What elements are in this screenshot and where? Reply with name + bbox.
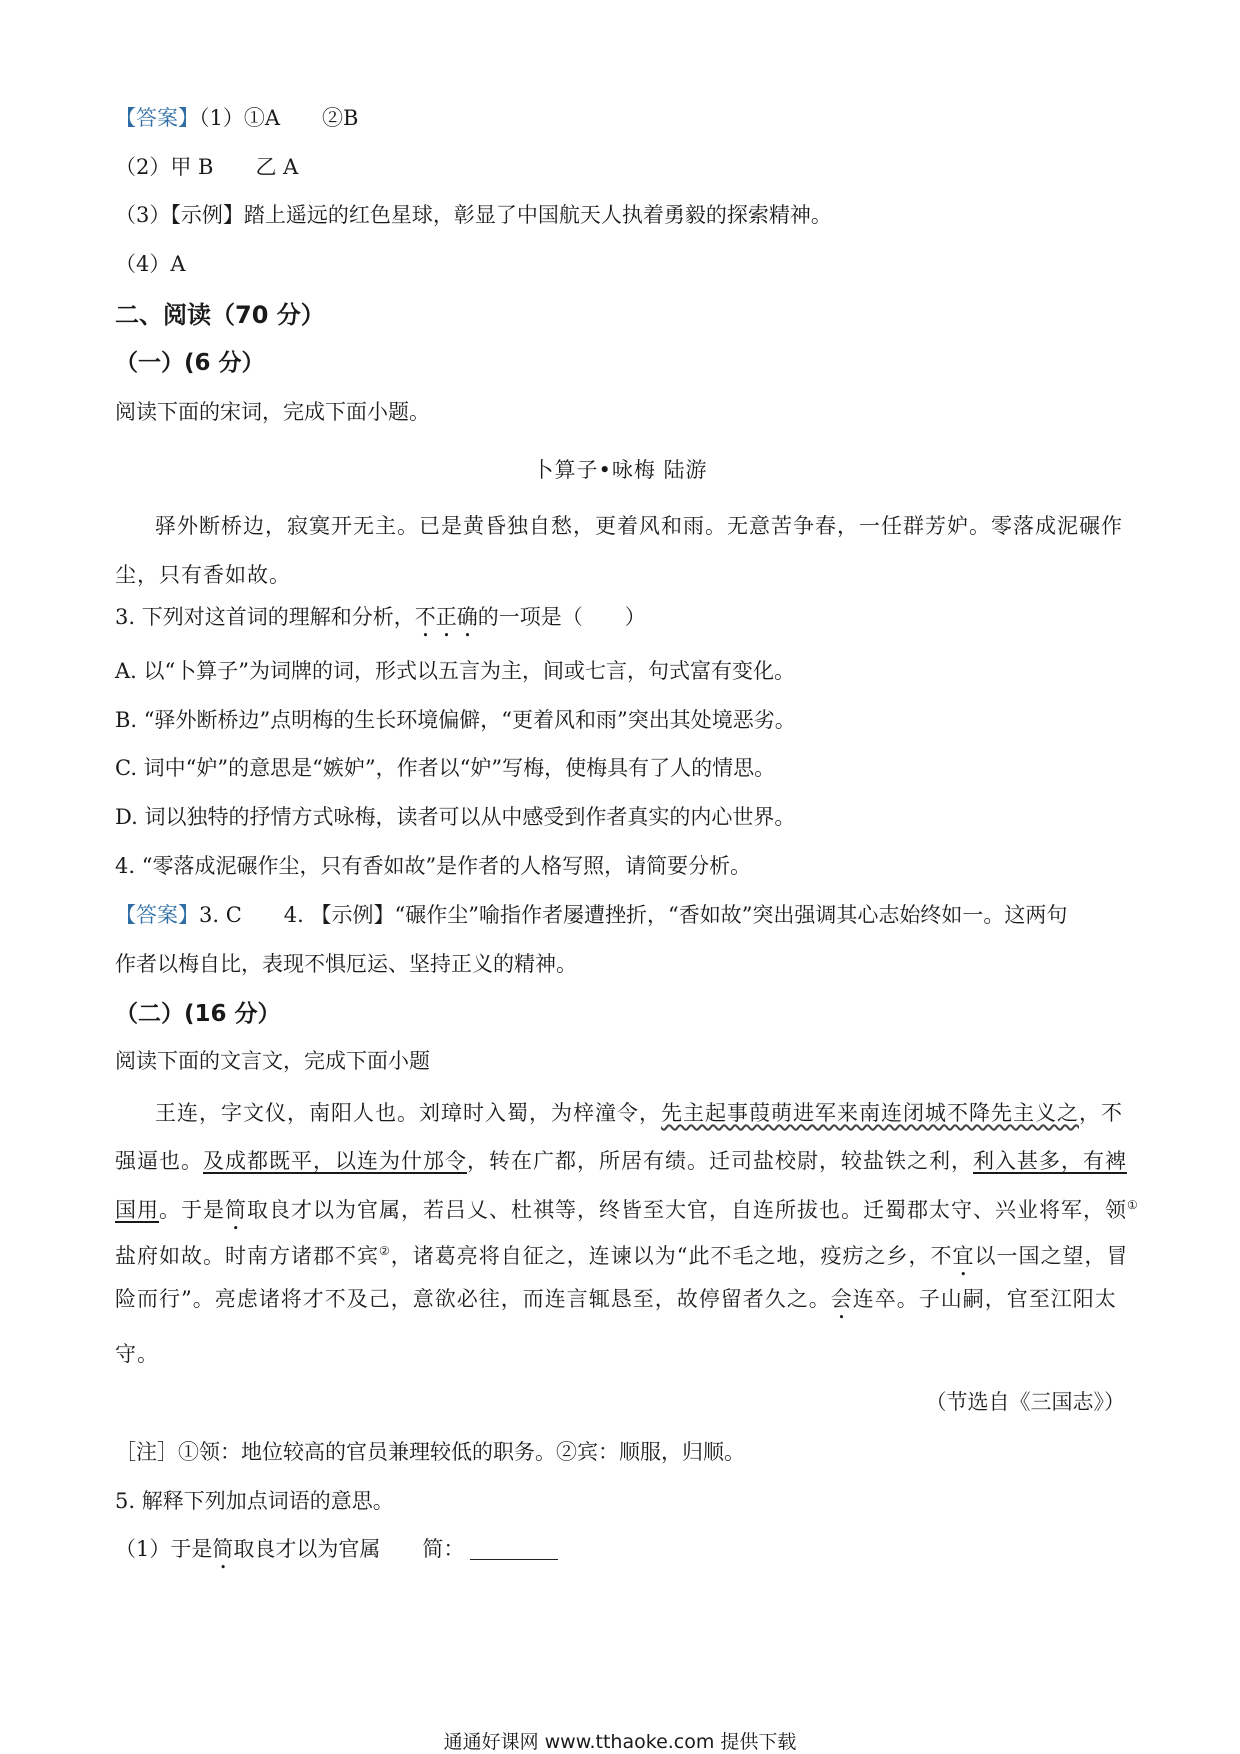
passage-line-5: 险而行”。亮虑诸将才不及己，意欲必往，而连言辄恳至，故停留者久之。会连卒。子山嗣，官至江阳太 <box>115 1287 1117 1311</box>
answer-blank[interactable] <box>470 1537 558 1560</box>
dotted-word-hui: 会 <box>830 1287 853 1311</box>
dotted-word-jian: 简 <box>212 1537 234 1561</box>
note-marker-2: ② <box>379 1244 391 1258</box>
answer-line-2: （2）甲 B 乙 A <box>115 155 299 179</box>
underlined-sentence-1: 及成都既平，以连为什邡令 <box>203 1149 467 1173</box>
answer-tag: 【答案】 <box>115 106 199 130</box>
note-marker-1: ① <box>1127 1198 1139 1212</box>
passage-line-6: 守。 <box>115 1342 159 1366</box>
source-citation: （节选自《三国志》） <box>925 1390 1125 1414</box>
answer-line-1: 【答案】（1）①A ②B <box>115 106 359 130</box>
option-a: A. 以“卜算子”为词牌的词，形式以五言为主，间或七言，句式富有变化。 <box>115 659 795 683</box>
option-c: C. 词中“妒”的意思是“嫉妒”，作者以“妒”写梅，使梅具有了人的情思。 <box>115 756 776 780</box>
passage-line-3: 国用。于是简取良才以为官属，若吕乂、杜祺等，终皆至大官，自连所拔也。迁蜀郡太守、兴业将军，领① <box>115 1198 1139 1222</box>
passage-line-1: 王连，字文仪，南阳人也。刘璋时入蜀，为梓潼令，先主起事葭萌进军来南连闭城不降先主义之，不 <box>155 1101 1123 1125</box>
question-5-1: （1）于是简取良才以为官属 简： <box>115 1534 558 1574</box>
dotted-word-yi: 宜 <box>952 1244 975 1268</box>
part1-instruction: 阅读下面的宋词，完成下面小题。 <box>115 400 430 424</box>
option-b: B. “驿外断桥边”点明梅的生长环境偏僻，“更着风和雨”突出其处境恶劣。 <box>115 708 796 732</box>
question-4: 4. “零落成泥碾作尘，只有香如故”是作者的人格写照，请简要分析。 <box>115 854 752 878</box>
answer-line-6: 作者以梅自比，表现不惧厄运、坚持正义的精神。 <box>115 952 577 976</box>
answer-line-4: （4）A <box>115 252 186 276</box>
option-d: D. 词以独特的抒情方式咏梅，读者可以从中感受到作者真实的内心世界。 <box>115 805 796 829</box>
dotted-word-jian: 简 <box>225 1198 247 1222</box>
part2-instruction: 阅读下面的文言文，完成下面小题 <box>115 1049 430 1073</box>
part2-heading: （二）(16 分） <box>115 1001 281 1027</box>
annotation-notes: ［注］①领：地位较高的官员兼理较低的职务。②宾：顺服，归顺。 <box>115 1440 745 1464</box>
poem-title: 卜算子•咏梅 陆游 <box>532 458 708 482</box>
emphasis-not-correct: 不正确 <box>414 605 478 629</box>
wavy-underlined-sentence: 先主起事葭萌进军来南连闭城不降先主义之 <box>661 1101 1079 1125</box>
answer-tag: 【答案】 <box>115 903 199 927</box>
answer-line-5: 【答案】3. C 4. 【示例】“碾作尘”喻指作者屡遭挫折，“香如故”突出强调其心志始终如一。这两句 <box>115 903 1068 927</box>
poem-line-2: 尘，只有香如故。 <box>115 563 291 587</box>
passage-line-2: 强逼也。及成都既平，以连为什邡令，转在广都，所居有绩。迁司盐校尉，较盐铁之利，利入甚多，有裨 <box>115 1149 1127 1173</box>
underlined-sentence-2-end: 国用 <box>115 1198 159 1222</box>
poem-line-1: 驿外断桥边，寂寞开无主。已是黄昏独自愁，更着风和雨。无意苦争春，一任群芳妒。零落成泥碾作 <box>155 514 1123 538</box>
section-heading: 二、阅读（70 分） <box>115 301 325 329</box>
part1-heading: （一）(6 分） <box>115 350 265 376</box>
footer-watermark: 通通好课网 www.tthaoke.com 提供下载 <box>443 1731 797 1753</box>
underlined-sentence-2: 利入甚多，有裨 <box>973 1149 1127 1173</box>
answer-line-3: （3）【示例】踏上遥远的红色星球，彰显了中国航天人执着勇毅的探索精神。 <box>115 203 832 227</box>
question-5: 5. 解释下列加点词语的意思。 <box>115 1489 394 1513</box>
passage-line-4: 盐府如故。时南方诸郡不宾②，诸葛亮将自征之，连谏以为“此不毛之地，疫疠之乡，不宜以一国之望，冒 <box>115 1244 1129 1268</box>
question-3: 3. 下列对这首词的理解和分析，不正确的一项是（ ） <box>115 605 646 629</box>
